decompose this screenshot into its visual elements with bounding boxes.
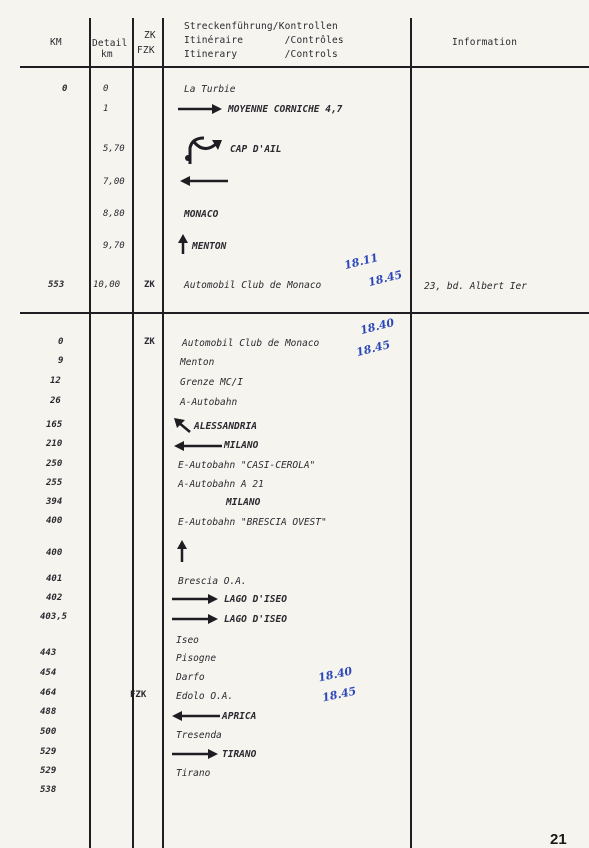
s2-km: 165 bbox=[46, 420, 63, 430]
s2-route: A-Autobahn A 21 bbox=[178, 479, 264, 490]
s2-route: APRICA bbox=[222, 711, 257, 722]
header-rule bbox=[20, 66, 589, 68]
handwritten-time: 18.11 bbox=[342, 251, 380, 272]
handwritten-time: 18.45 bbox=[354, 338, 392, 359]
s1-route: Automobil Club de Monaco bbox=[184, 280, 322, 291]
section-rule bbox=[20, 312, 589, 314]
s1-route: MOYENNE CORNICHE 4,7 bbox=[228, 104, 343, 115]
s1-route: MONACO bbox=[184, 209, 219, 220]
header-route-de: Streckenführung/Kontrollen bbox=[184, 21, 338, 32]
s2-km: 402 bbox=[46, 593, 63, 603]
handwritten-time: 18.45 bbox=[321, 684, 358, 705]
s2-km: 26 bbox=[50, 396, 61, 406]
s1-detail: 7,00 bbox=[103, 177, 125, 187]
s2-route: LAGO D'ISEO bbox=[224, 614, 287, 625]
s2-zk: ZK bbox=[144, 337, 155, 347]
s2-km: 394 bbox=[46, 497, 63, 507]
header-route-en: Itinerary /Controls bbox=[184, 49, 338, 60]
header-fzk: FZK bbox=[137, 45, 155, 56]
s1-zk: ZK bbox=[144, 280, 155, 290]
s2-km: 529 bbox=[40, 766, 57, 776]
s1-info: 23, bd. Albert Ier bbox=[424, 281, 527, 292]
s2-km: 0 bbox=[58, 337, 64, 347]
s2-route: E-Autobahn "CASI-CEROLA" bbox=[178, 460, 316, 471]
s2-route: MILANO bbox=[226, 497, 261, 508]
right-arrow-icon bbox=[172, 613, 218, 625]
left-arrow-icon bbox=[174, 440, 222, 452]
header-route-fr: Itinéraire /Contrôles bbox=[184, 35, 344, 46]
s2-km: 443 bbox=[40, 648, 57, 658]
s2-km: 210 bbox=[46, 439, 63, 449]
header-detail: Detail bbox=[92, 38, 128, 49]
up-arrow-icon bbox=[177, 234, 189, 254]
s2-km: 400 bbox=[46, 548, 63, 558]
s2-km: 488 bbox=[40, 707, 57, 717]
handwritten-time: 18.40 bbox=[317, 664, 354, 685]
s2-km: 255 bbox=[46, 478, 63, 488]
s2-km: 401 bbox=[46, 574, 63, 584]
s1-detail: 8,80 bbox=[103, 209, 125, 219]
right-arrow-icon bbox=[172, 748, 218, 760]
s2-km: 500 bbox=[40, 727, 57, 737]
right-arrow-icon bbox=[178, 103, 222, 115]
header-km: KM bbox=[50, 37, 62, 48]
s1-route: MENTON bbox=[192, 241, 227, 252]
s2-km: 538 bbox=[40, 785, 57, 795]
s2-route: MILANO bbox=[224, 440, 259, 451]
s1-detail: 10,00 bbox=[93, 280, 121, 290]
s2-route: A-Autobahn bbox=[180, 397, 238, 408]
header-detail-unit: km bbox=[101, 49, 113, 60]
column-rule-detail bbox=[132, 18, 134, 848]
s1-detail: 0 bbox=[103, 84, 109, 94]
s2-route: TIRANO bbox=[222, 749, 257, 760]
s2-km: 9 bbox=[58, 356, 64, 366]
s2-route: Tresenda bbox=[176, 730, 222, 741]
s2-route: LAGO D'ISEO bbox=[224, 594, 287, 605]
right-arrow-icon bbox=[172, 593, 218, 605]
header-zk: ZK bbox=[144, 30, 156, 41]
s2-route: Automobil Club de Monaco bbox=[182, 338, 320, 349]
s1-route: La Turbie bbox=[184, 84, 236, 95]
s2-km: 529 bbox=[40, 747, 57, 757]
s2-km: 250 bbox=[46, 459, 63, 469]
column-rule-route bbox=[410, 18, 412, 848]
s2-km: 403,5 bbox=[40, 612, 68, 622]
s2-km: 454 bbox=[40, 668, 57, 678]
s2-route: Tirano bbox=[176, 768, 211, 779]
turn-right-arrow-icon bbox=[182, 130, 226, 166]
s2-km: 400 bbox=[46, 516, 63, 526]
s2-zk: FZK bbox=[130, 690, 147, 700]
left-arrow-icon bbox=[180, 175, 228, 187]
up-arrow-icon bbox=[176, 540, 188, 562]
s2-km: 464 bbox=[40, 688, 57, 698]
s1-km: 0 bbox=[62, 84, 68, 94]
header-info: Information bbox=[452, 37, 518, 48]
up-left-arrow-icon bbox=[174, 418, 192, 434]
left-arrow-icon bbox=[172, 710, 220, 722]
s2-route: Menton bbox=[180, 357, 215, 368]
s2-route: ALESSANDRIA bbox=[194, 421, 257, 432]
s1-detail: 5,70 bbox=[103, 144, 125, 154]
s2-route: Grenze MC/I bbox=[180, 377, 243, 388]
column-rule-zk bbox=[162, 18, 164, 848]
s1-detail: 9,70 bbox=[103, 241, 125, 251]
handwritten-time: 18.40 bbox=[358, 316, 396, 337]
s1-detail: 1 bbox=[103, 104, 109, 114]
s2-km: 12 bbox=[50, 376, 61, 386]
s2-route: E-Autobahn "BRESCIA OVEST" bbox=[178, 517, 327, 528]
page-number: 21 bbox=[550, 831, 567, 848]
s1-route: CAP D'AIL bbox=[230, 144, 282, 155]
s1-km: 553 bbox=[48, 280, 65, 290]
s2-route: Pisogne bbox=[176, 653, 217, 664]
handwritten-time: 18.45 bbox=[366, 268, 404, 289]
s2-route: Iseo bbox=[176, 635, 199, 646]
s2-route: Darfo bbox=[176, 672, 205, 683]
s2-route: Brescia O.A. bbox=[178, 576, 247, 587]
s2-route: Edolo O.A. bbox=[176, 691, 234, 702]
column-rule-km bbox=[89, 18, 91, 848]
